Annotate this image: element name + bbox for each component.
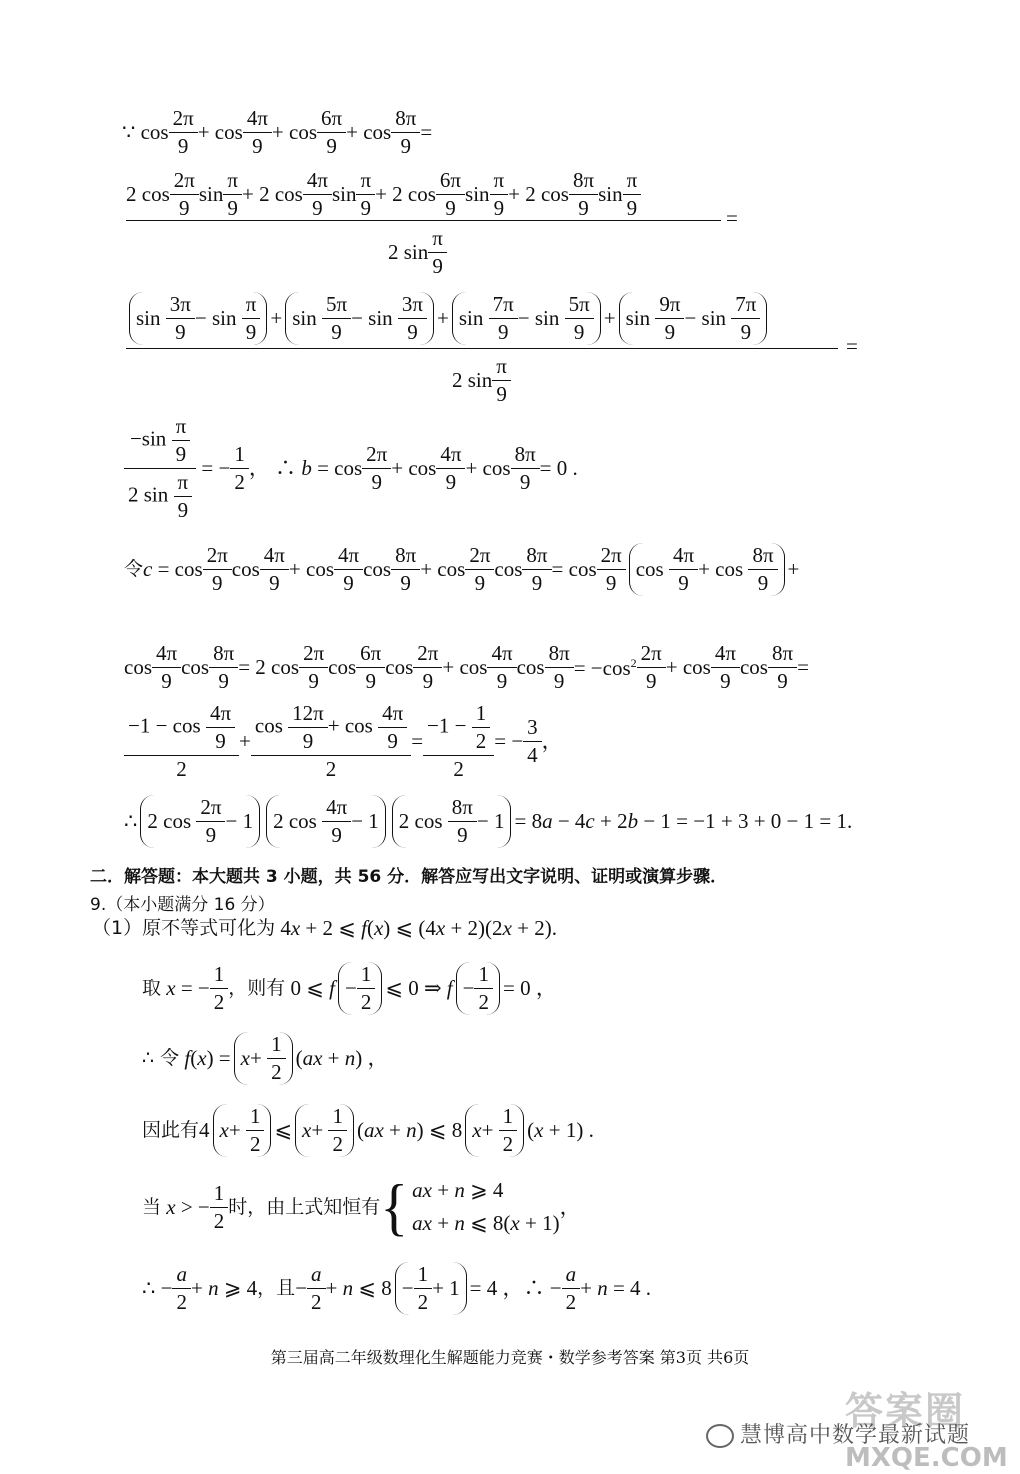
- wechat-icon: [706, 1424, 734, 1448]
- equation-line-4: −sin $\frac{\pi}{9}$ 2 sin $\frac{\pi}{9}$ = − $\frac{1}{2}$ ， ∴ b = cos $\frac{2\pi}{9}$ + cos $\frac{4\pi}{9}$ + cos $\frac{8\pi}{9}$ = 0 .: [124, 416, 578, 521]
- equation-line-8: ∴ 2 cos $\frac{2\pi}{9}$ − 1 2 cos $\frac{4\pi}{9}$ − 1 2 cos $\frac{8\pi}{9}$ − 1 = 8a − 4c + 2b − 1 = −1 + 3 + 0 − 1 = 1.: [124, 795, 853, 847]
- conclusion-line: ∴ − $\frac{a}{2}$ + n ⩾ 4 ，且 − $\frac{a}{2}$ + n ⩽ 8 − $\frac{1}{2}$ + 1 = 4 ，∴ − $\frac{a}{2}$ + n = 4 .: [142, 1262, 652, 1314]
- let-c-label: 令: [124, 558, 144, 580]
- fraction-bar: [126, 348, 838, 349]
- therefore-let-line: ∴ 令 f(x) = x + $\frac{1}{2}$ (ax + n) ，: [142, 1032, 389, 1084]
- when-suffix-label: 时，由上式知恒有: [228, 1195, 381, 1218]
- part1-line: （1）原不等式可化为 4x + 2 ⩽ f(x) ⩽ (4x + 2)(2x + 2).: [92, 916, 557, 940]
- equals-sign: =: [726, 206, 738, 230]
- therefore-let-label: ∴ 令: [142, 1047, 180, 1069]
- section-heading: 二．解答题：本大题共 3 小题，共 56 分．解答应写出文字说明、证明或演算步骤．: [90, 867, 728, 887]
- logo-bottom-text: MXQE.COM: [845, 1443, 1008, 1473]
- part1-label: （1）原不等式可化为: [92, 917, 276, 939]
- logo-top-text: 答案圈: [845, 1389, 966, 1433]
- hence-line: 因此有 4 x + $\frac{1}{2}$ ⩽ x + $\frac{1}{2}$ (ax + n) ⩽ 8 x + $\frac{1}{2}$ (x + 1) .: [142, 1104, 594, 1156]
- equation-line-2-numerator: 2 cos $\frac{2\pi}{9}$ sin $\frac{\pi}{9}$ + 2 cos $\frac{4\pi}{9}$ sin $\frac{\pi}{9}$ + 2 cos $\frac{6\pi}{9}$ sin $\frac{\pi}{9}$ + 2 cos $\frac{8\pi}{9}$ sin $\frac{\pi}{9}$: [126, 170, 641, 219]
- equation-line-3-denominator: 2 sin $\frac{\pi}{9}$: [452, 356, 511, 405]
- equation-line-1: ∵ cos $\frac{2\pi}{9}$ + cos $\frac{4\pi}{9}$ + cos $\frac{6\pi}{9}$ + cos $\frac{8\pi}{9}$ =: [122, 106, 433, 158]
- watermark-text: 慧博高中数学最新试题: [740, 1423, 971, 1448]
- then-have-label: ，则有: [228, 977, 286, 999]
- equation-line-6: cos $\frac{4\pi}{9}$ cos $\frac{8\pi}{9}$ = 2 cos $\frac{2\pi}{9}$ cos $\frac{6\pi}{9}$ cos $\frac{2\pi}{9}$ + cos $\frac{4\pi}{9}$ cos $\frac{8\pi}{9}$ = $-\cos^2$ $\frac{2\pi}{9}$ + cos $\frac{4\pi}{9}$ cos $\frac{8\pi}{9}$ =: [124, 641, 809, 693]
- equation-line-3-numerator: sin $\frac{3\pi}{9}$ − sin $\frac{\pi}{9}$ + sin $\frac{5\pi}{9}$ − sin $\frac{3\pi}{9}$ + sin $\frac{7\pi}{9}$ − sin $\frac{5\pi}{9}$ + sin $\frac{9\pi}{9}$ − sin $\frac{7\pi}{9}$: [126, 292, 770, 345]
- problem-header: 9.（本小题满分 16 分）: [90, 895, 275, 915]
- watermark: [706, 1418, 970, 1449]
- equation-line-2-denominator: 2 sin $\frac{\pi}{9}$: [388, 228, 447, 277]
- and-label: ，且: [257, 1277, 296, 1299]
- page-footer: 第三届高二年级数理化生解题能力竞赛・数学参考答案 第3页 共6页: [270, 1348, 750, 1367]
- take-x-line: 取 x = − $\frac{1}{2}$ ，则有 0 ⩽ f − $\frac{1}{2}$ ⩽ 0 ⇒ f − $\frac{1}{2}$ = 0 ，: [142, 962, 557, 1014]
- equals-sign: =: [846, 334, 858, 358]
- equation-line-5: 令 c = cos $\frac{2\pi}{9}$ cos $\frac{4\pi}{9}$ + cos $\frac{4\pi}{9}$ cos $\frac{8\pi}{9}$ + cos $\frac{2\pi}{9}$ cos $\frac{8\pi}{9}$ = cos $\frac{2\pi}{9}$ cos $\frac{4\pi}{9}$ + cos $\frac{8\pi}{9}$ +: [124, 543, 800, 595]
- when-line: 当 x > − $\frac{1}{2}$ 时，由上式知恒有 { ax + n ⩾ 4 ax + n ⩽ 8(x + 1) ，: [142, 1170, 581, 1243]
- take-x-label: 取: [142, 977, 162, 999]
- equation-line-7: −1 − cos $\frac{4\pi}{9}$ 2 + cos $\frac{12\pi}{9}$ + cos $\frac{4\pi}{9}$ 2 = −1 − $\frac{1}{2}$ 2 = − $\frac{3}{4}$ ，: [124, 703, 563, 780]
- hence-label: 因此有: [142, 1119, 200, 1141]
- when-label: 当: [142, 1195, 162, 1218]
- fraction-bar: [126, 220, 721, 221]
